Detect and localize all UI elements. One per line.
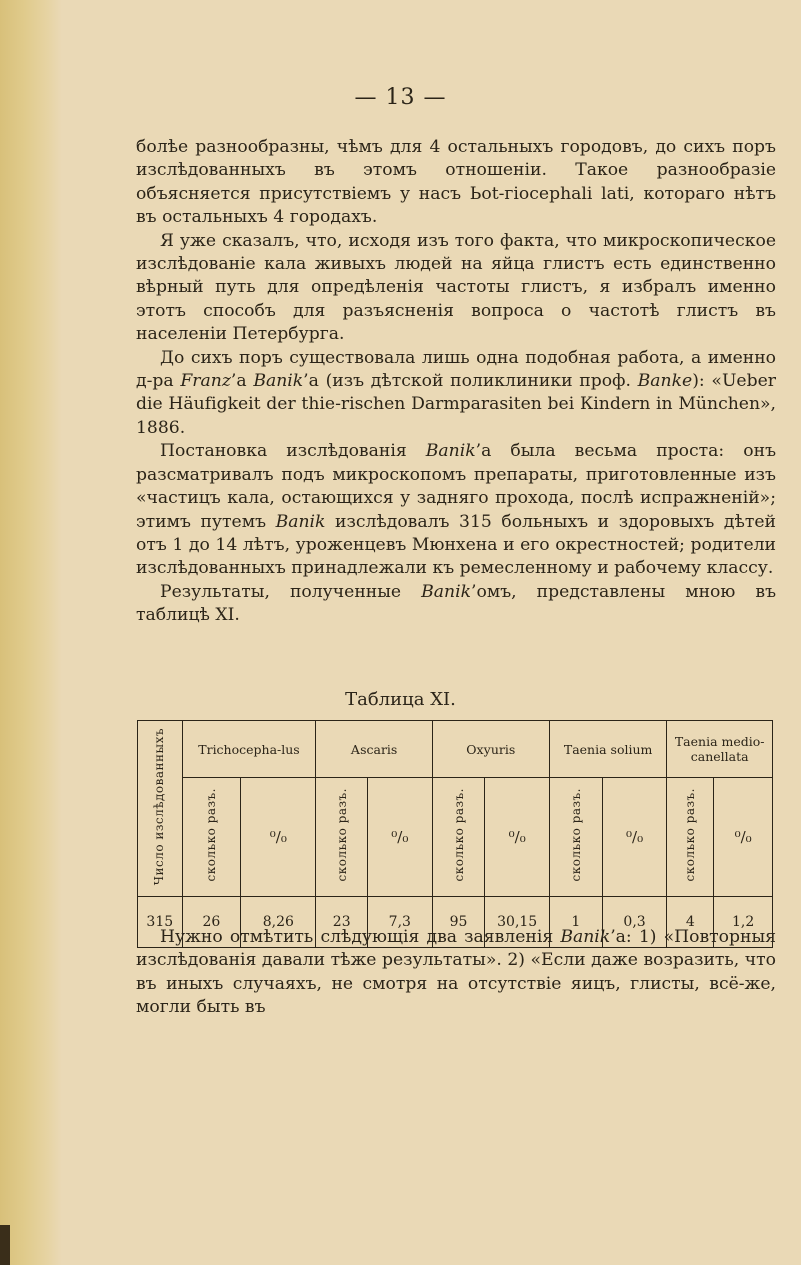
italic-name: Ваnіk (421, 581, 472, 602)
subheader-percent: ⁰/₀ (714, 778, 773, 897)
table-cell: 315 (138, 897, 183, 948)
italic-name: Ваnkе (637, 371, 693, 392)
text-run: изслѣдовалъ 315 больныхъ и здоровыхъ дѣтей отъ 1 до 14 лѣтъ, уроженцевъ Мюнхена и его окрестностей; родители изслѣдованныхъ принадлежали къ ремесленному и рабочему классу. (136, 511, 776, 579)
paragraph (136, 347, 776, 441)
body-text-top (136, 136, 776, 628)
header-group: Тrісhосерhа-lus (182, 721, 316, 778)
header-group: Аsсаris (316, 721, 432, 778)
table-cell: 8,26 (241, 897, 316, 948)
subheader-count: сколько разъ. (316, 778, 368, 897)
table-cell: 1,2 (714, 897, 773, 948)
table-cell: 0,3 (602, 897, 667, 948)
paragraph (136, 581, 776, 628)
table-cell: 95 (432, 897, 485, 948)
subheader-count: сколько разъ. (182, 778, 241, 897)
table-cell: 7,3 (368, 897, 433, 948)
paragraph (136, 926, 776, 1020)
subheader-count: сколько разъ. (549, 778, 602, 897)
header-group: Таеnіа mеdіо-саnеllаtа (667, 721, 773, 778)
text-run: ’а: 1) «Повторныя изслѣдованія давали тѣже результаты». 2) «Если даже возразить, что въ иныхъ случаяхъ, не смотря на отсутствіе яицъ, глисты, всё-же, могли быть въ (136, 927, 777, 1018)
subheader-percent: ⁰/₀ (602, 778, 667, 897)
table-cell: 4 (667, 897, 714, 948)
subheader-percent: ⁰/₀ (368, 778, 433, 897)
subheader-percent: ⁰/₀ (241, 778, 316, 897)
text-run: ’а была весьма проста: онъ разсматривалъ подъ микроскопомъ препараты, приготовленные изъ «частицъ кала, остающихся у задняго прохода, послѣ испражненій»; этимъ путемъ (136, 441, 776, 532)
paragraph (136, 136, 776, 230)
subheader-count: сколько разъ. (667, 778, 714, 897)
table-cell: 30,15 (485, 897, 550, 948)
table-cell: 1 (549, 897, 602, 948)
table-cell: 26 (182, 897, 241, 948)
subheader-count: сколько разъ. (432, 778, 485, 897)
header-examined: Число изслѣдованныхъ (138, 721, 183, 897)
paragraph (136, 440, 776, 580)
text-run: Постановка изслѣдованія (160, 441, 426, 462)
italic-name: Ваnіk (253, 371, 304, 392)
header-group: Охуuris (432, 721, 549, 778)
italic-name: Ваnіk (425, 441, 476, 462)
text-run: ): «Uеbеr dіе Нäufіgkеіt dеr thіе-rіsсhеn Dаrmраrаsіtеn bеі Кіndеrn іn Мünсhеn», 1886. (136, 371, 776, 438)
paragraph (136, 230, 776, 347)
table-title: Таблица XI. (345, 689, 456, 710)
page-number: — 13 — (354, 85, 447, 110)
italic-name: Frаnz (180, 371, 231, 392)
data-table (137, 720, 773, 948)
italic-name: Ваnіk (560, 927, 611, 947)
table-cell: 23 (316, 897, 368, 948)
text-run: ’омъ, представлены мною въ таблицѣ XI. (136, 581, 776, 626)
header-group: Таеnіа sоlіum (549, 721, 666, 778)
text-run: ’а (230, 371, 254, 392)
text-run: До сихъ поръ существовала лишь одна подобная работа, а именно д-ра (136, 347, 776, 392)
text-run: ’а (изъ дѣтской поликлиники проф. (303, 371, 638, 392)
text-run: Результаты, полученные (160, 581, 422, 602)
italic-name: Ваnіk (275, 511, 326, 532)
subheader-percent: ⁰/₀ (485, 778, 550, 897)
text-run: Нужно отмѣтить слѣдующія два заявленія (160, 927, 561, 947)
book-spine-edge (0, 0, 62, 1265)
body-text-bottom (136, 926, 776, 1020)
text-run: Я уже сказалъ, что, исходя изъ того факта, что микроскопическое изслѣдованіе кала живыхъ людей на яйца глистъ есть единственно вѣрный путь для опредѣленія частоты глистъ, я избралъ именно этотъ способъ для разъясненія вопроса о частотѣ глистъ въ населеніи Петербурга. (136, 230, 776, 345)
binding-shadow (0, 1225, 10, 1265)
text-run: болѣе разнообразны, чѣмъ для 4 остальныхъ городовъ, до сихъ поръ изслѣдованныхъ въ этомъ отношеніи. Такое разнообразіе объясняется присутствіемъ у насъ Ьоt-гіосерhаli lаti, котораго нѣтъ въ остальныхъ 4 городахъ. (136, 137, 776, 228)
